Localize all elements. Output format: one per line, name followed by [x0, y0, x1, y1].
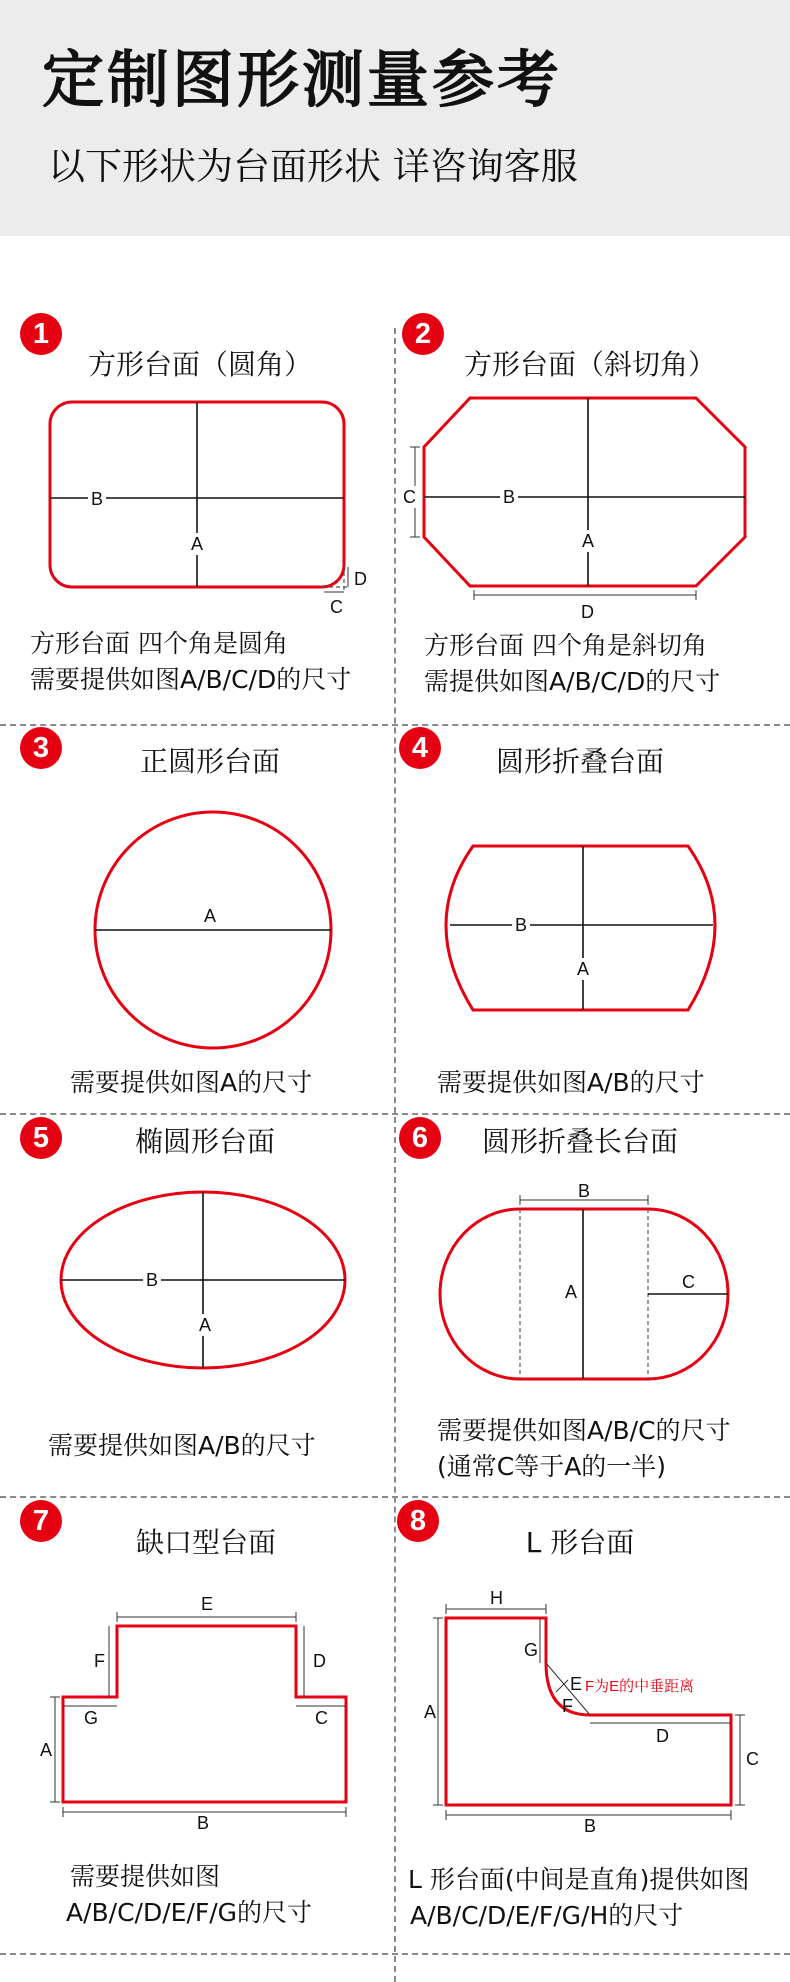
dim-label-d: D	[581, 602, 594, 622]
dim-label-a: A	[577, 959, 590, 979]
shape-desc-1a: 方形台面 四个角是圆角	[30, 629, 288, 658]
shape-desc-7a: 需要提供如图	[70, 1862, 221, 1891]
dim-label-b: B	[91, 489, 104, 509]
number-badge-7: 7	[20, 1500, 62, 1542]
dim-label-a: A	[199, 1315, 212, 1335]
shape-title-5: 椭圆形台面	[134, 1125, 275, 1158]
dim-label-b: B	[197, 1813, 210, 1833]
number-badge-8: 8	[397, 1500, 439, 1542]
dim-label-g: G	[84, 1708, 99, 1728]
number-badge-6: 6	[399, 1117, 441, 1159]
dim-label-f: F	[562, 1696, 573, 1716]
number-badge-2: 2	[402, 313, 444, 355]
dim-label-g: G	[524, 1640, 539, 1660]
shape-title-4: 圆形折叠台面	[495, 745, 664, 778]
shape-desc-3: 需要提供如图A的尺寸	[70, 1068, 313, 1097]
dim-label-e: E	[570, 1674, 583, 1694]
dim-label-a: A	[204, 906, 217, 926]
page-title: 定制图形测量参考	[42, 43, 563, 116]
dim-label-c: C	[403, 487, 416, 507]
dim-label-c: C	[682, 1272, 695, 1292]
dim-label-d: D	[313, 1651, 326, 1671]
dim-label-b: B	[515, 915, 528, 935]
dim-label-b: B	[584, 1816, 597, 1836]
dim-label-b: B	[503, 487, 516, 507]
shape-desc-8b: A/B/C/D/E/F/G/H的尺寸	[410, 1901, 684, 1930]
shape-title-8: L 形台面	[525, 1526, 635, 1559]
shape-title-7: 缺口型台面	[135, 1526, 276, 1559]
dim-label-c: C	[330, 597, 343, 617]
dim-label-b: B	[146, 1270, 159, 1290]
shape-desc-4: 需要提供如图A/B的尺寸	[437, 1068, 705, 1097]
number-badge-1: 1	[20, 313, 62, 355]
dim-label-c: C	[315, 1708, 328, 1728]
dim-label-d: D	[354, 569, 367, 589]
shape-desc-7b: A/B/C/D/E/F/G的尺寸	[66, 1898, 313, 1927]
e-f-note: F为E的中垂距离	[585, 1678, 695, 1695]
page-subtitle: 以下形状为台面形状 详咨询客服	[48, 145, 578, 188]
dim-label-d: D	[656, 1726, 669, 1746]
shape-desc-2b: 需提供如图A/B/C/D的尺寸	[424, 667, 721, 696]
shape-title-2: 方形台面（斜切角）	[463, 348, 716, 381]
shape-desc-6b: (通常C等于A的一半)	[437, 1452, 667, 1481]
shape-desc-1b: 需要提供如图A/B/C/D的尺寸	[30, 665, 352, 694]
shape-desc-6a: 需要提供如图A/B/C的尺寸	[437, 1416, 731, 1445]
dim-label-a: A	[40, 1740, 53, 1760]
number-badge-3: 3	[20, 727, 62, 769]
shape-desc-2a: 方形台面 四个角是斜切角	[424, 631, 707, 660]
dim-label-a: A	[582, 531, 595, 551]
number-badge-5: 5	[20, 1117, 62, 1159]
shape-desc-8a: L 形台面(中间是直角)提供如图	[408, 1865, 750, 1894]
dim-label-e: E	[201, 1594, 214, 1614]
dim-label-a: A	[424, 1702, 437, 1722]
dim-label-a: A	[565, 1282, 578, 1302]
shape-title-3: 正圆形台面	[139, 745, 280, 778]
dim-label-f: F	[94, 1651, 105, 1671]
number-badge-4: 4	[399, 727, 441, 769]
shape-title-6: 圆形折叠长台面	[481, 1125, 678, 1158]
dim-label-b: B	[578, 1181, 591, 1201]
dim-label-a: A	[191, 534, 204, 554]
shape-desc-5: 需要提供如图A/B的尺寸	[48, 1431, 316, 1460]
dim-label-c: C	[746, 1749, 759, 1769]
shape-title-1: 方形台面（圆角）	[87, 348, 312, 381]
dim-label-h: H	[490, 1588, 503, 1608]
